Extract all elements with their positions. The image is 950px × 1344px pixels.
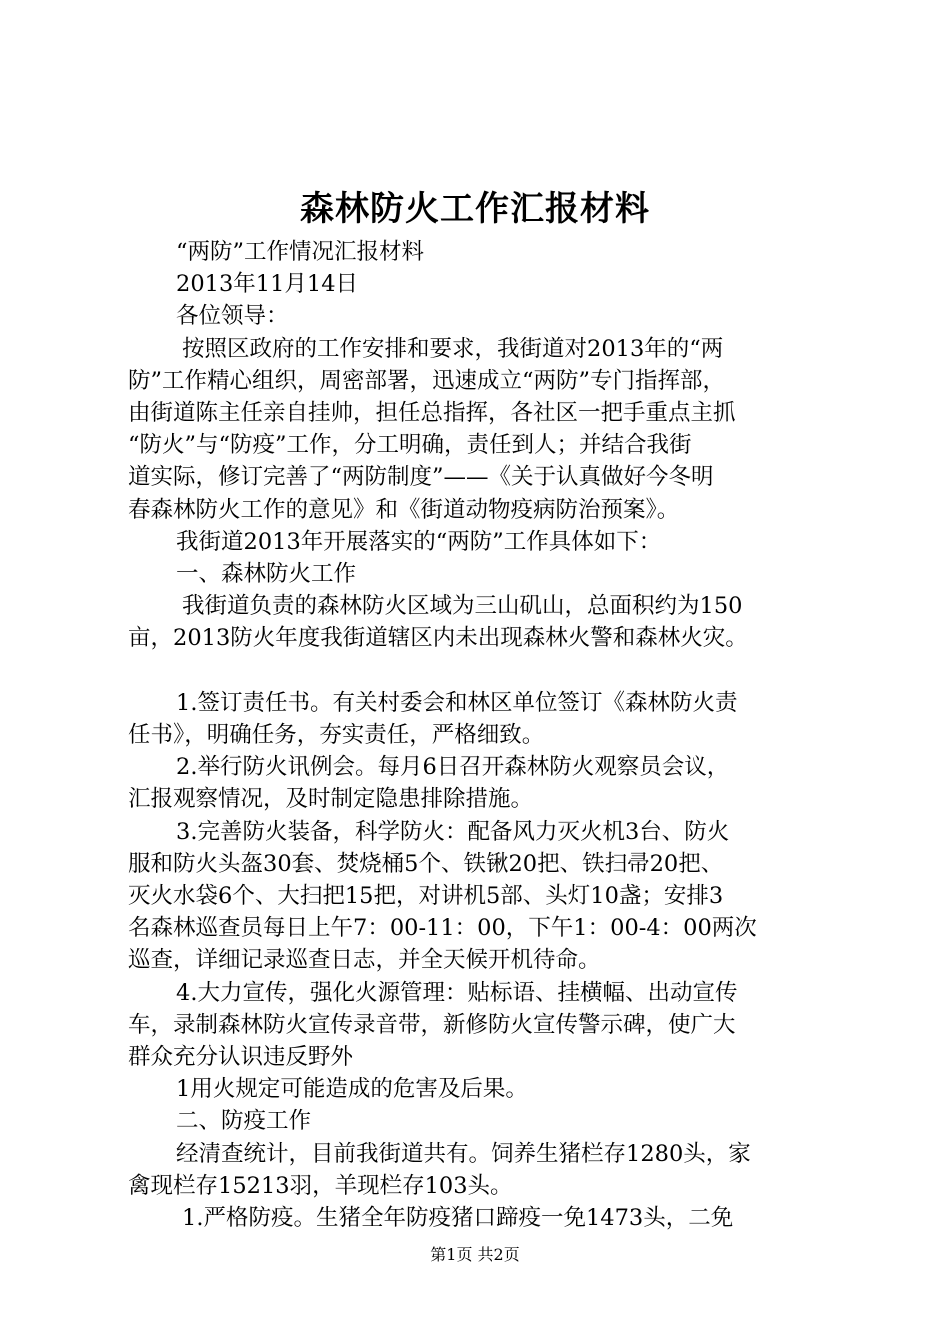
page-footer: 第1页 共2页: [430, 1245, 520, 1264]
list-item-line: 4.大力宣传，强化火源管理：贴标语、挂横幅、出动宣传: [176, 979, 738, 1006]
list-item-line: 1.签订责任书。有关村委会和林区单位签订《森林防火责: [176, 689, 738, 716]
list-item-line: 汇报观察情况，及时制定隐患排除措施。: [128, 786, 534, 813]
paragraph-line: 春森林防火工作的意见》和《街道动物疫病防治预案》。: [128, 496, 680, 523]
section-heading: 二、防疫工作: [176, 1108, 312, 1135]
paragraph-line: 1用火规定可能造成的危害及后果。: [176, 1076, 528, 1103]
list-item-line: 车，录制森林防火宣传录音带，新修防火宣传警示碑，使广大: [128, 1011, 736, 1038]
blank-line: [128, 655, 838, 687]
paragraph-line: 禽现栏存15213羽，羊现栏存103头。: [128, 1172, 513, 1199]
list-item-line: 1.严格防疫。生猪全年防疫猪口蹄疫一免1473头，二免: [182, 1205, 734, 1232]
list-item-line: 名森林巡查员每日上午7：00-11：00，下午1：00-4：00两次: [128, 915, 757, 942]
paragraph-line: 经清查统计，目前我街道共有。饲养生猪栏存1280头，家: [176, 1140, 751, 1167]
paragraph-line: 由街道陈主任亲自挂帅，担任总指挥，各社区一把手重点主抓: [128, 400, 736, 427]
date-line: 2013年11月14日: [176, 271, 359, 298]
document-title: 森林防火工作汇报材料: [300, 189, 650, 229]
paragraph-line: “防火”与“防疫”工作，分工明确，责任到人；并结合我街: [128, 432, 692, 459]
paragraph-line: 按照区政府的工作安排和要求，我街道对2013年的“两: [182, 335, 724, 362]
list-item-line: 3.完善防火装备，科学防火：配备风力灭火机3台、防火: [176, 818, 730, 845]
list-item-line: 2.举行防火讯例会。每月6日召开森林防火观察员会议，: [176, 754, 730, 781]
list-item-line: 灭火水袋6个、大扫把15把，对讲机5部、头灯10盏；安排3: [128, 883, 724, 910]
section-heading: 一、森林防火工作: [176, 561, 357, 588]
paragraph-line: 防”工作精心组织，周密部署，迅速成立“两防”专门指挥部，: [128, 367, 726, 394]
document-body: [128, 236, 838, 1234]
list-item-line: 任书》，明确任务，夯实责任，严格细致。: [128, 722, 545, 749]
list-item-line: 服和防火头盔30套、焚烧桶5个、铁锹20把、铁扫帚20把、: [128, 850, 724, 877]
list-item-line: 巡查，详细记录巡查日志，并全天候开机待命。: [128, 947, 601, 974]
paragraph-line: 我街道负责的森林防火区域为三山矶山，总面积约为150: [182, 593, 743, 620]
subtitle-line: “两防”工作情况汇报材料: [176, 239, 425, 265]
paragraph-line: 亩，2013防火年度我街道辖区内未出现森林火警和森林火灾。: [128, 625, 748, 652]
salutation-line: 各位领导：: [176, 303, 289, 330]
paragraph-line: 我街道2013年开展落实的“两防”工作具体如下：: [176, 528, 662, 555]
list-item-line: 群众充分认识违反野外: [128, 1044, 354, 1071]
paragraph-line: 道实际，修订完善了“两防制度”——《关于认真做好今冬明: [128, 464, 714, 491]
